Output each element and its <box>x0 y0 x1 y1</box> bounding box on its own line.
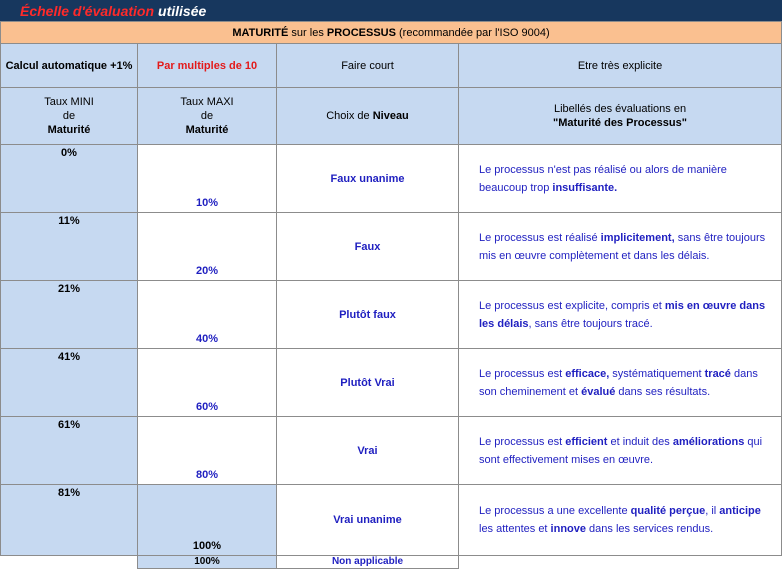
libelle-segment: améliorations <box>672 435 745 448</box>
libelle-segment: , il <box>705 505 720 517</box>
libelle-segment: efficient <box>565 435 608 448</box>
niveau-label: Niveau <box>372 110 409 122</box>
title-red: Échelle d'évaluation <box>20 2 155 19</box>
evaluation-rows <box>1 145 782 556</box>
header-faire-court: Faire court <box>277 44 459 88</box>
header-multiples: Par multiples de 10 <box>138 44 277 88</box>
taux-mini-value: 61% <box>1 417 138 485</box>
taux-mini-value: 81% <box>1 485 138 556</box>
niveau-value: Vrai <box>277 417 459 485</box>
header-libelles <box>459 88 782 145</box>
taux-mini-value: 41% <box>1 349 138 417</box>
libelle-segment: innove <box>550 523 586 535</box>
header-choix-niveau <box>277 88 459 145</box>
taux-mini-value: 11% <box>1 213 138 281</box>
banner-t2: (recommandée par l'ISO 9004) <box>395 26 550 39</box>
sheet-title <box>0 0 782 21</box>
libelle-segment: Le processus est explicite, compris et <box>479 299 665 312</box>
banner-bold1: MATURITÉ <box>232 26 289 39</box>
libelle-segment: Le processus est réalisé <box>479 231 601 244</box>
libelle-segment: et induit des <box>607 435 673 448</box>
libelle-segment: qualité perçue <box>630 505 706 517</box>
libelle-value <box>459 213 782 281</box>
libelle-segment: qui sont effectivement mises en œuvre. <box>479 435 763 466</box>
taux-mini-value: 0% <box>1 145 138 213</box>
table-row <box>1 349 782 417</box>
libelle-segment: implicitement, <box>600 231 675 244</box>
taux-maxi-value: 10% <box>138 145 277 213</box>
footer-niveau: Non applicable <box>277 556 459 569</box>
taux-maxi-value: 40% <box>138 281 277 349</box>
title-white: utilisée <box>158 2 207 19</box>
footer-blank-right <box>459 556 782 569</box>
libelle-segment: Le processus est <box>479 435 566 448</box>
niveau-value: Faux unanime <box>277 145 459 213</box>
libelle-value <box>459 349 782 417</box>
libelle-segment: anticipe <box>719 505 761 517</box>
libelle-segment: insuffisante. <box>552 181 618 194</box>
taux-mini-l1: Taux MINI <box>44 96 94 108</box>
taux-maxi-value: 80% <box>138 417 277 485</box>
taux-maxi-l1: Taux MAXI <box>180 96 234 108</box>
libelle-segment: dans son cheminement et <box>479 367 758 398</box>
table-row <box>1 485 782 556</box>
libelle-segment: évalué <box>581 385 616 398</box>
taux-maxi-value: 100% <box>138 485 277 556</box>
libelle-segment: systématiquement <box>609 367 705 380</box>
taux-maxi-value: 60% <box>138 349 277 417</box>
niveau-value: Plutôt Vrai <box>277 349 459 417</box>
niveau-value: Faux <box>277 213 459 281</box>
banner-cell <box>1 22 782 44</box>
libelle-value <box>459 485 782 556</box>
libelle-value <box>459 417 782 485</box>
libelle-segment: Le processus est <box>479 367 566 380</box>
taux-maxi-l3: Maturité <box>185 124 229 136</box>
libelle-value <box>459 281 782 349</box>
niveau-value: Vrai unanime <box>277 485 459 556</box>
libelle-segment: dans les services rendus. <box>586 523 714 535</box>
header-calc-auto: Calcul automatique +1% <box>1 44 138 88</box>
taux-maxi-value: 20% <box>138 213 277 281</box>
libelles-l1: Libellés des évaluations en <box>553 103 687 115</box>
footer-blank <box>1 556 138 569</box>
libelle-segment: Le processus n'est pas réalisé ou alors de manière beaucoup trop <box>479 163 727 194</box>
taux-mini-l2: de <box>62 110 76 122</box>
maturity-table <box>0 21 782 569</box>
libelle-segment: Le processus a une excellente <box>479 505 631 517</box>
banner-t1: sur les <box>288 26 327 39</box>
footer-max: 100% <box>138 556 277 569</box>
header-taux-mini <box>1 88 138 145</box>
libelle-segment: dans ses résultats. <box>615 385 711 398</box>
table-row <box>1 281 782 349</box>
libelle-segment: efficace, <box>565 367 610 380</box>
libelles-l2: "Maturité des Processus" <box>553 117 687 129</box>
niveau-value: Plutôt faux <box>277 281 459 349</box>
taux-mini-l3: Maturité <box>47 124 91 136</box>
libelle-segment: mis en œuvre dans les délais <box>479 299 766 330</box>
table-row <box>1 145 782 213</box>
taux-maxi-l2: de <box>200 110 214 122</box>
header-explicite: Etre très explicite <box>459 44 782 88</box>
table-row <box>1 213 782 281</box>
libelle-value <box>459 145 782 213</box>
libelle-segment: les attentes et <box>479 523 551 535</box>
libelle-segment: tracé <box>704 367 731 380</box>
banner-bold2: PROCESSUS <box>326 26 396 39</box>
table-row <box>1 417 782 485</box>
libelle-segment: , sans être toujours tracé. <box>528 317 653 330</box>
taux-mini-value: 21% <box>1 281 138 349</box>
libelle-segment: sans être toujours mis en œuvre complètement et dans les délais. <box>479 231 766 262</box>
choix-label: Choix de <box>326 110 373 122</box>
header-taux-maxi <box>138 88 277 145</box>
